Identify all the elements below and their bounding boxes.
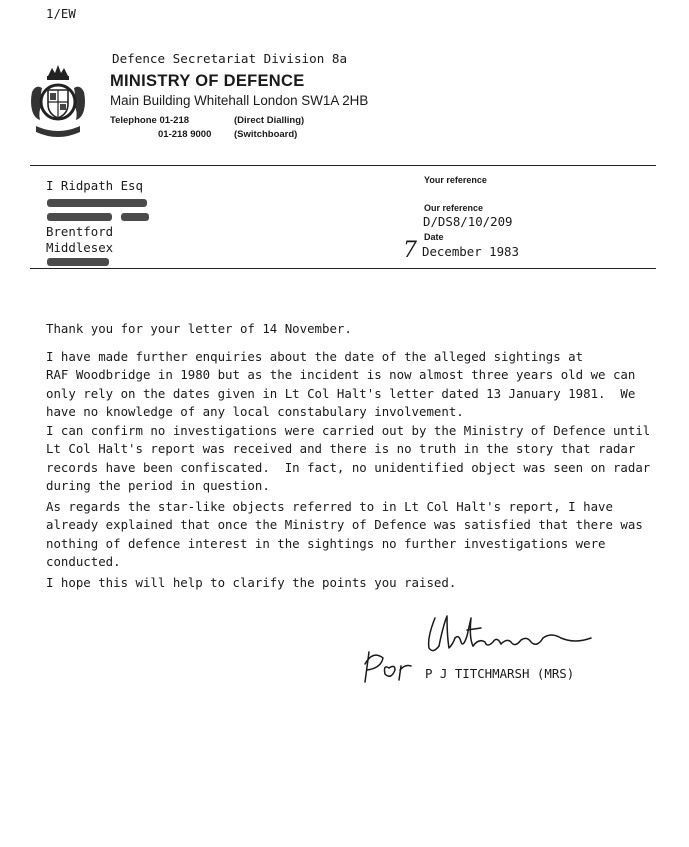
your-reference-label: Your reference	[424, 175, 487, 185]
handwritten-day: 7	[403, 238, 417, 263]
file-reference: 1/EW	[46, 6, 76, 21]
header-rule-top	[30, 165, 656, 166]
signatory-name: P J TITCHMARSH (MRS)	[425, 666, 575, 681]
our-reference-label: Our reference	[424, 203, 484, 213]
addressee-county: Middlesex	[46, 240, 114, 255]
letter-date: December 1983	[422, 244, 519, 259]
ministry-address: Main Building Whitehall London SW1A 2HB	[110, 93, 369, 108]
ministry-name: MINISTRY OF DEFENCE	[110, 72, 305, 90]
date-label: Date	[424, 232, 444, 242]
addressee-town: Brentford	[46, 224, 114, 239]
redaction-postcode	[47, 258, 109, 266]
addressee-name: I Ridpath Esq	[46, 178, 143, 193]
switchboard-label: (Switchboard)	[234, 129, 298, 140]
direct-dialling-label: (Direct Dialling)	[234, 115, 305, 126]
paragraph-1: Thank you for your letter of 14 November.	[46, 321, 352, 336]
paragraph-2: I have made further enquiries about the date of the alleged sightings at RAF Woodbridge in 1980 but as the incident is now almost three years old we can only rely on the dates given in Lt Col Halt's letter dated 13 January 1981. We have no knowledge of any local constabulary involvement.	[46, 349, 636, 419]
redaction-address-line-2a	[47, 213, 112, 221]
royal-coat-of-arms-icon	[28, 62, 88, 146]
telephone-label: Telephone 01-218	[110, 115, 190, 126]
paragraph-3: I can confirm no investigations were carried out by the Ministry of Defence until Lt Col Halt's report was received and there is no truth in the story that radar records have been confiscated. In fact, no unidentified object was seen on radar during the period in question.	[46, 423, 651, 493]
paragraph-5: I hope this will help to clarify the points you raised.	[46, 575, 457, 590]
our-reference: D/DS8/10/209	[423, 214, 513, 229]
header-rule-bottom	[30, 268, 656, 269]
redaction-address-line-1	[47, 199, 147, 207]
redaction-address-line-2b	[121, 213, 149, 221]
paragraph-4: As regards the star-like objects referred to in Lt Col Halt's report, I have already explained that once the Ministry of Defence was satisfied that there was nothing of defence interest in the sightings no further investigations were conducted.	[46, 499, 643, 569]
division-line: Defence Secretariat Division 8a	[112, 51, 348, 66]
switchboard-number: 01-218 9000	[158, 129, 212, 140]
